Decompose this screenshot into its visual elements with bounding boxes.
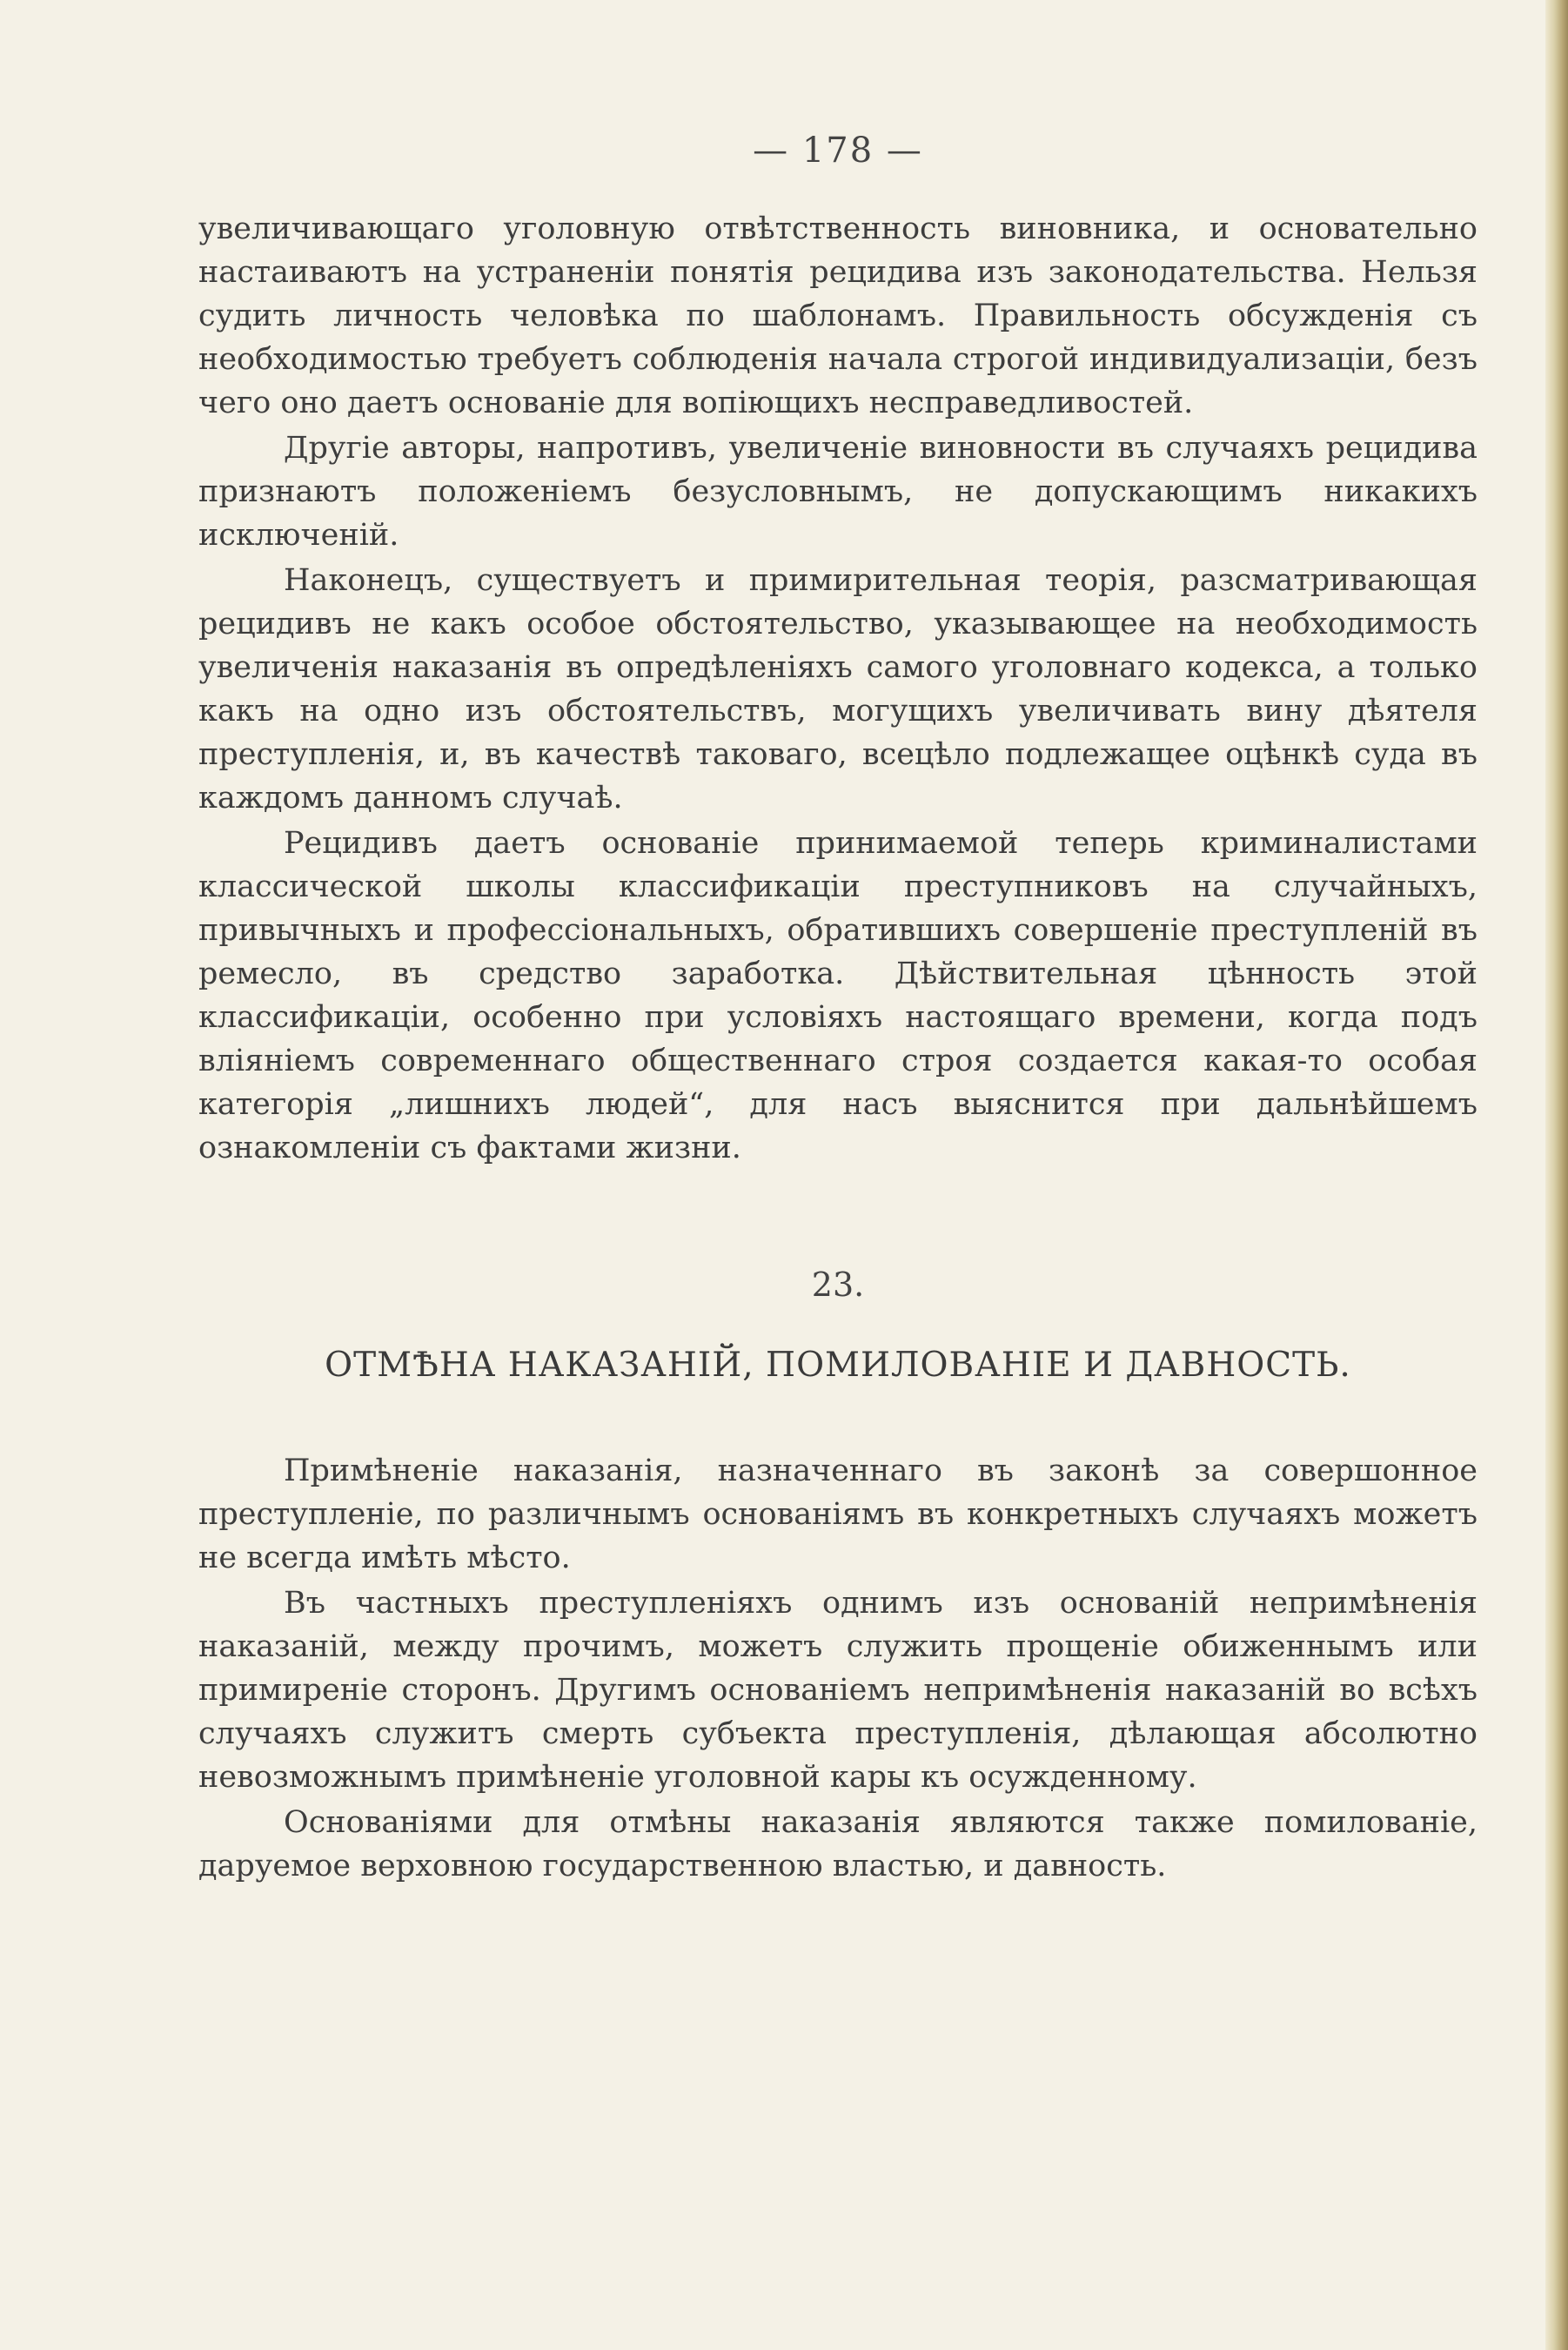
section-title: ОТМѢНА НАКАЗАНІЙ, ПОМИЛОВАНІЕ И ДАВНОСТЬ. <box>325 1346 1351 1385</box>
paragraph-conciliatory-theory: Наконецъ, существуетъ и примирительная теорія, разсматривающая рецидивъ не какъ особое обстоятельство, указывающее на необходимость увеличенія наказанія въ опредѣленіяхъ самого уголовнаго кодекса, а только какъ на одно изъ обстоятельствъ, могущихъ увеличивать вину дѣятеля преступленія, и, въ качествѣ таковаго, всецѣло подлежащее оцѣнкѣ суда въ каждомъ данномъ случаѣ. <box>198 563 1478 816</box>
paragraph-private-crimes: Въ частныхъ преступленіяхъ однимъ изъ основаній непримѣненія наказаній, между прочимъ, можетъ служить прощеніе обиженнымъ или примиреніе сторонъ. Другимъ основаніемъ непримѣненія наказаній во всѣхъ случаяхъ служитъ смерть субъекта преступленія, дѣлающая абсолютно невозможнымъ примѣненіе уголовной кары къ осужденному. <box>198 1586 1478 1795</box>
paragraph-other-authors: Другіе авторы, напротивъ, увеличеніе виновности въ случаяхъ рецидива признаютъ положеніемъ безусловнымъ, не допускающимъ никакихъ исключеній. <box>198 431 1478 553</box>
page-number: — 178 — <box>753 131 923 171</box>
section-number: 23. <box>811 1266 865 1304</box>
page-edge-shadow <box>1545 0 1568 2350</box>
paragraph-application: Примѣненіе наказанія, назначеннаго въ законѣ за совершонное преступленіе, по различнымъ основаніямъ въ конкретныхъ случаяхъ можетъ не всегда имѣть мѣсто. <box>198 1454 1478 1575</box>
paragraph-classification: Рецидивъ даетъ основаніе принимаемой теперь криминалистами классической школы классификаціи преступниковъ на случайныхъ, привычныхъ и профессіональныхъ, обратившихъ совершеніе преступленій въ ремесло, въ средство заработка. Дѣйствительная цѣнность этой классификаціи, особенно при условіяхъ настоящаго времени, когда подъ вліяніемъ современнаго общественнаго строя создается какая-то особая категорія „лишнихъ людей“, для насъ выяснится при дальнѣйшемъ ознакомленіи съ фактами жизни. <box>198 826 1478 1165</box>
paragraph-continuation: увеличивающаго уголовную отвѣтственность виновника, и основательно настаиваютъ на устраненіи понятія рецидива изъ законодательства. Нельзя судить личность человѣка по шаблонамъ. Правильность обсужденія съ необходимостью требуетъ соблюденія начала строгой индивидуализаціи, безъ чего оно даетъ основаніе для вопіющихъ несправедливостей. <box>198 212 1478 420</box>
paragraph-pardon-prescription: Основаніями для отмѣны наказанія являются также помилованіе, даруемое верховною государственною властью, и давность. <box>198 1805 1478 1883</box>
page-content <box>198 131 1478 1888</box>
